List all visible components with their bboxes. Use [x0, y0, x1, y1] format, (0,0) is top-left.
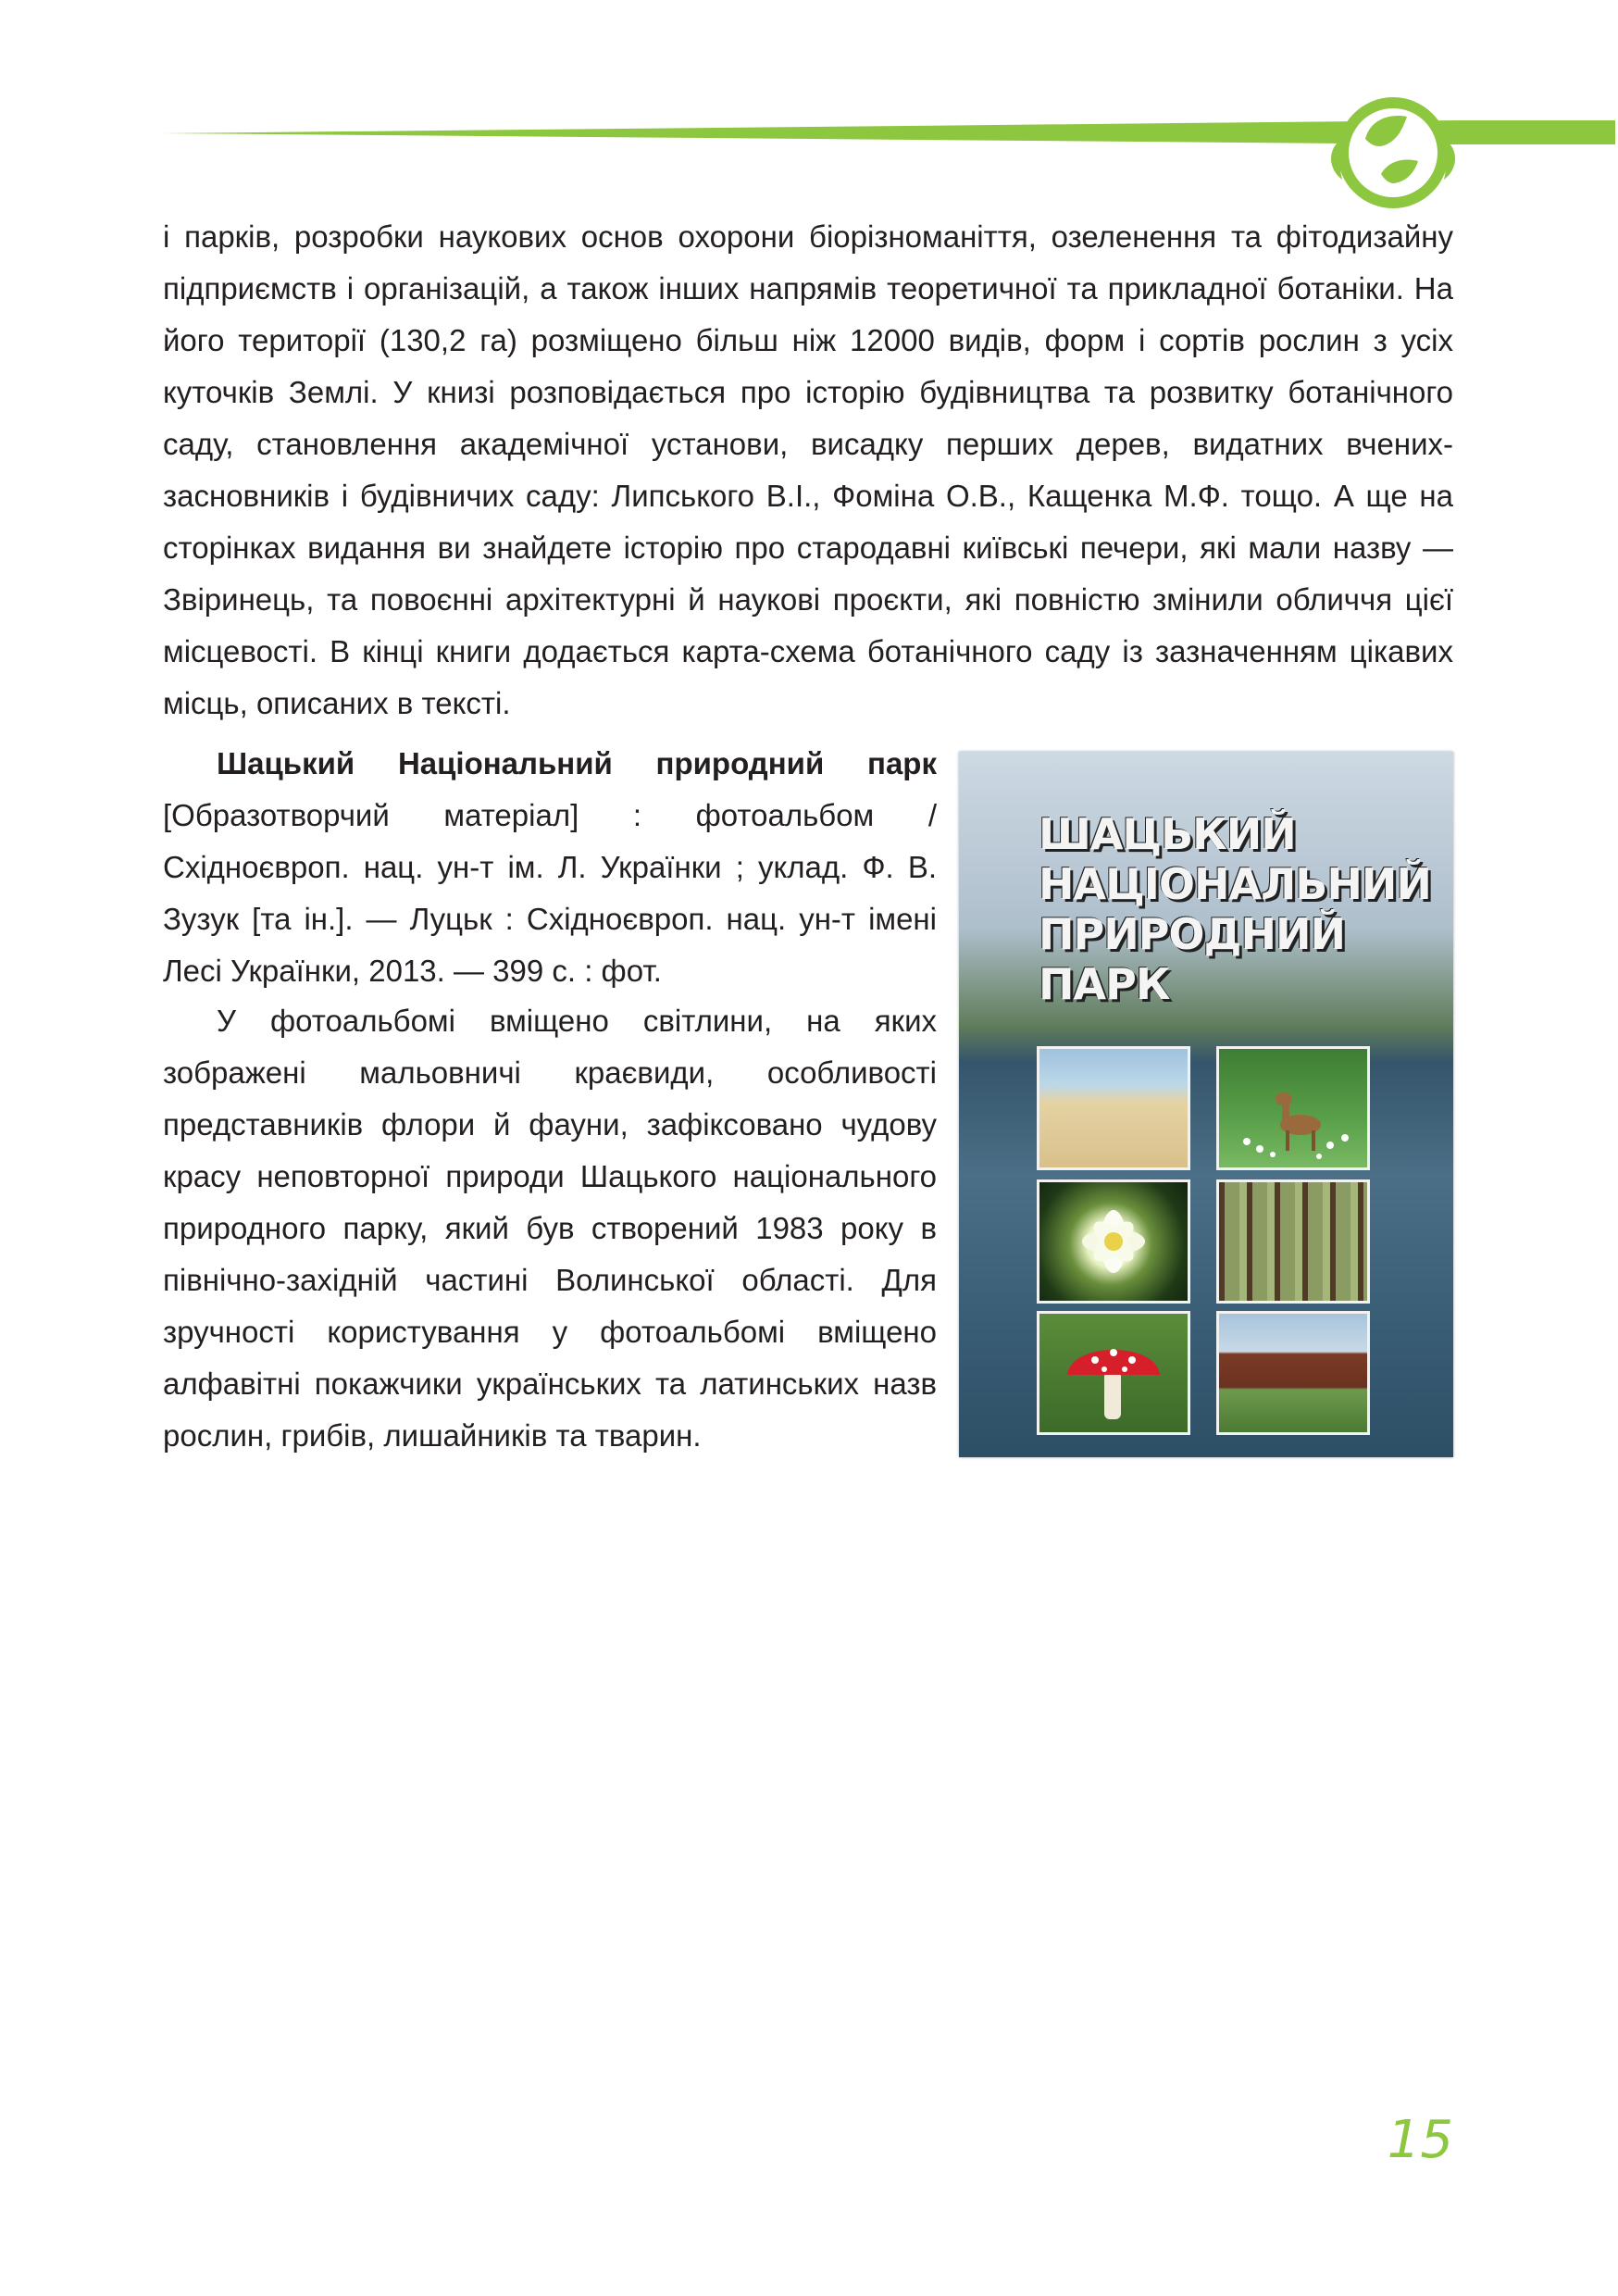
- cover-title-line-2: НАЦІОНАЛЬНИЙ: [1039, 859, 1431, 909]
- body-paragraph-1: і парків, розробки наукових основ охорони біорізноманіття, озеленення та фітодизайну підприємств і організацій, а також інших напрямів теоретичної та прикладної ботаніки. На його території (130,2 га) розміщено більш ніж 12000 видів, форм і сортів рослин з усіх куточків Землі. У книзі розповідається про історію будівництва та розвитку ботанічного саду, становлення академічної установи, висадку перших дерев, видатних вчених-засновників і будівничих саду: Липського В.І., Фоміна О.В., Кащенка М.Ф. тощо. А ще на сторінках видання ви знайдете історію про стародавні київські печери, які мали назву — Звіринець, та повоєнні архітектурні й наукові проєкти, які повністю змінили обличчя цієї місцевості. В кінці книги додається карта-схема ботанічного саду із зазначенням цікавих місць, описаних в тексті.: [163, 219, 1453, 720]
- cover-photo-fly-agaric: [1037, 1311, 1190, 1435]
- cover-title-line-1: ШАЦЬКИЙ: [1039, 809, 1296, 859]
- cover-photo-lodge: [1216, 1311, 1370, 1435]
- cover-photo-sand-dune: [1037, 1046, 1190, 1170]
- leaf-globe-icon: [1314, 83, 1472, 222]
- cover-title-line-3: ПРИРОДНИЙ: [1039, 909, 1345, 959]
- cover-photo-deer: [1216, 1046, 1370, 1170]
- entry-title: Шацький Національний природний парк: [217, 746, 937, 780]
- body-paragraph-3: У фотоальбомі вміщено світлини, на яких зображені мальовничі краєвиди, особливості представників флори й фауни, зафіксовано чудову красу неповторної природи Шацького національного природного парку, який був створений 1983 року в північно-західній частині Волинської області. Для зручності користування у фотоальбомі вміщено алфавітні покажчики українських та латинських назв рослин, грибів, лишайників та тварин.: [163, 1004, 937, 1453]
- cover-title: [1039, 809, 1446, 1009]
- deer-icon: [1219, 1049, 1367, 1167]
- cover-photo-water-lily: [1037, 1179, 1190, 1304]
- cover-title-line-4: ПАРК: [1039, 959, 1170, 1009]
- bibliographic-entry: [163, 738, 937, 997]
- cover-photo-pine-forest: [1216, 1179, 1370, 1304]
- page-number: 15: [1387, 2110, 1453, 2170]
- entry-citation: [Образотворчий матеріал] : фотоальбом / Східноєвроп. нац. ун-т ім. Л. Українки ; уклад. Ф. В. Зузук [та ін.]. — Луцьк : Східноєвроп. нац. ун-т імені Лесі Українки, 2013. — 399 с. : фот.: [163, 798, 937, 988]
- book-cover-image: [959, 752, 1453, 1457]
- mushroom-icon: [1039, 1314, 1188, 1432]
- water-lily-icon: [1039, 1182, 1188, 1301]
